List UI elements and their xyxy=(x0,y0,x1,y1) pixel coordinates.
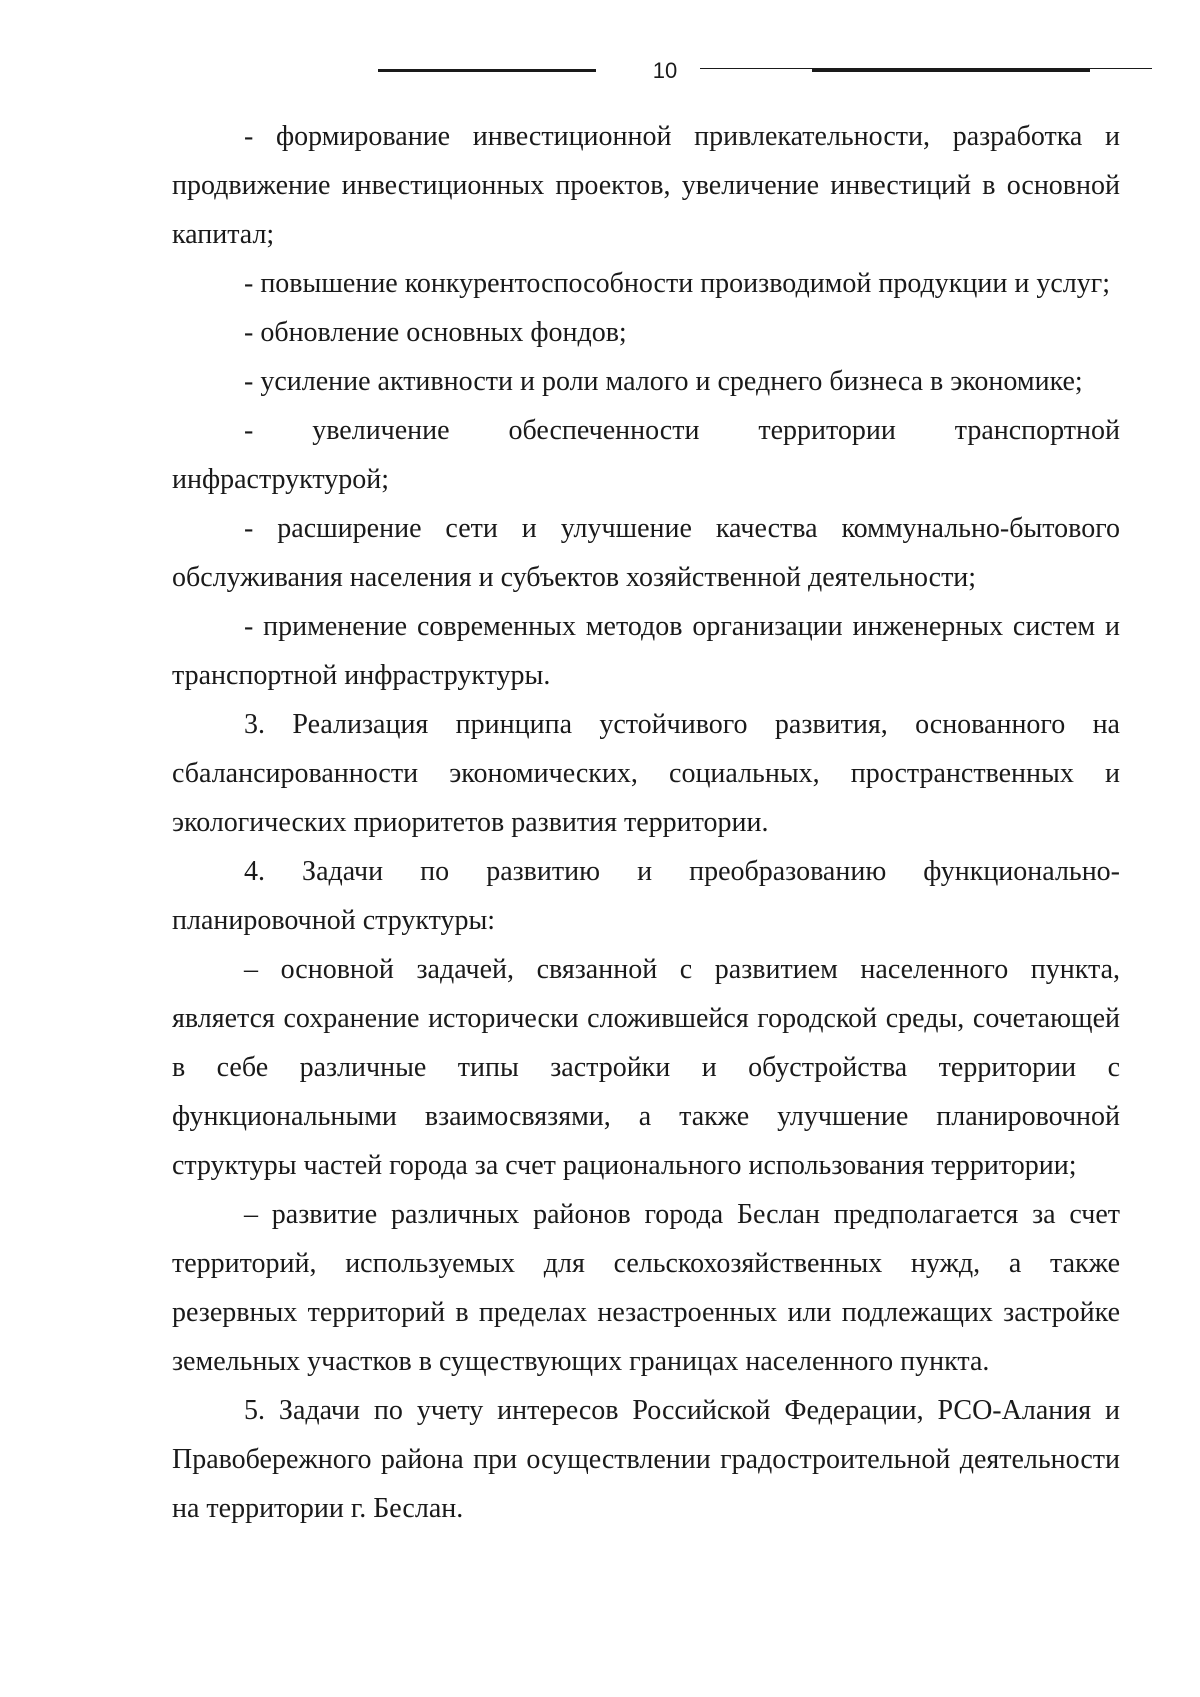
paragraph-transport-infrastructure: - увеличение обеспеченности территории транспортной инфраструктурой; xyxy=(172,415,1120,495)
document-body xyxy=(172,112,1120,1533)
paragraph-competitiveness: - повышение конкурентоспособности производимой продукции и услуг; xyxy=(244,268,1111,299)
header-rule-right xyxy=(812,69,1090,72)
paragraph-federal-interests: 5. Задачи по учету интересов Российской Федерации, РСО-Алания и Правобережного района при осуществлении градостроительной деятельности на территории г. Беслан. xyxy=(172,1395,1120,1524)
page-number: 10 xyxy=(652,58,678,83)
paragraph-planning-structure-tasks: 4. Задачи по развитию и преобразованию функционально-планировочной структуры: xyxy=(172,856,1120,936)
header-rule-left xyxy=(378,69,596,72)
paragraph-small-business: - усиление активности и роли малого и среднего бизнеса в экономике; xyxy=(244,366,1083,397)
paragraph-beslan-districts: – развитие различных районов города Беслан предполагается за счет территорий, используемых для сельскохозяйственных нужд, а также резервных территорий в пределах незастроенных или подлежащих застройке земельных участков в существующих границах населенного пункта. xyxy=(172,1199,1120,1377)
paragraph-engineering-systems: - применение современных методов организации инженерных систем и транспортной инфраструктуры. xyxy=(172,611,1120,691)
paragraph-fixed-assets: - обновление основных фондов; xyxy=(244,317,627,348)
paragraph-historic-environment: – основной задачей, связанной с развитием населенного пункта, является сохранение исторически сложившейся городской среды, сочетающей в себе различные типы застройки и обустройства территории с функциональными взаимосвязями, а также улучшение планировочной структуры частей города за счет рационального использования территории; xyxy=(172,954,1120,1181)
paragraph-investment-attractiveness: - формирование инвестиционной привлекательности, разработка и продвижение инвестиционных проектов, увеличение инвестиций в основной капитал; xyxy=(172,121,1120,250)
paragraph-sustainable-development: 3. Реализация принципа устойчивого развития, основанного на сбалансированности экономических, социальных, пространственных и экологических приоритетов развития территории. xyxy=(172,709,1120,838)
page-header xyxy=(0,52,1200,92)
paragraph-communal-services: - расширение сети и улучшение качества коммунально-бытового обслуживания населения и субъектов хозяйственной деятельности; xyxy=(172,513,1120,593)
